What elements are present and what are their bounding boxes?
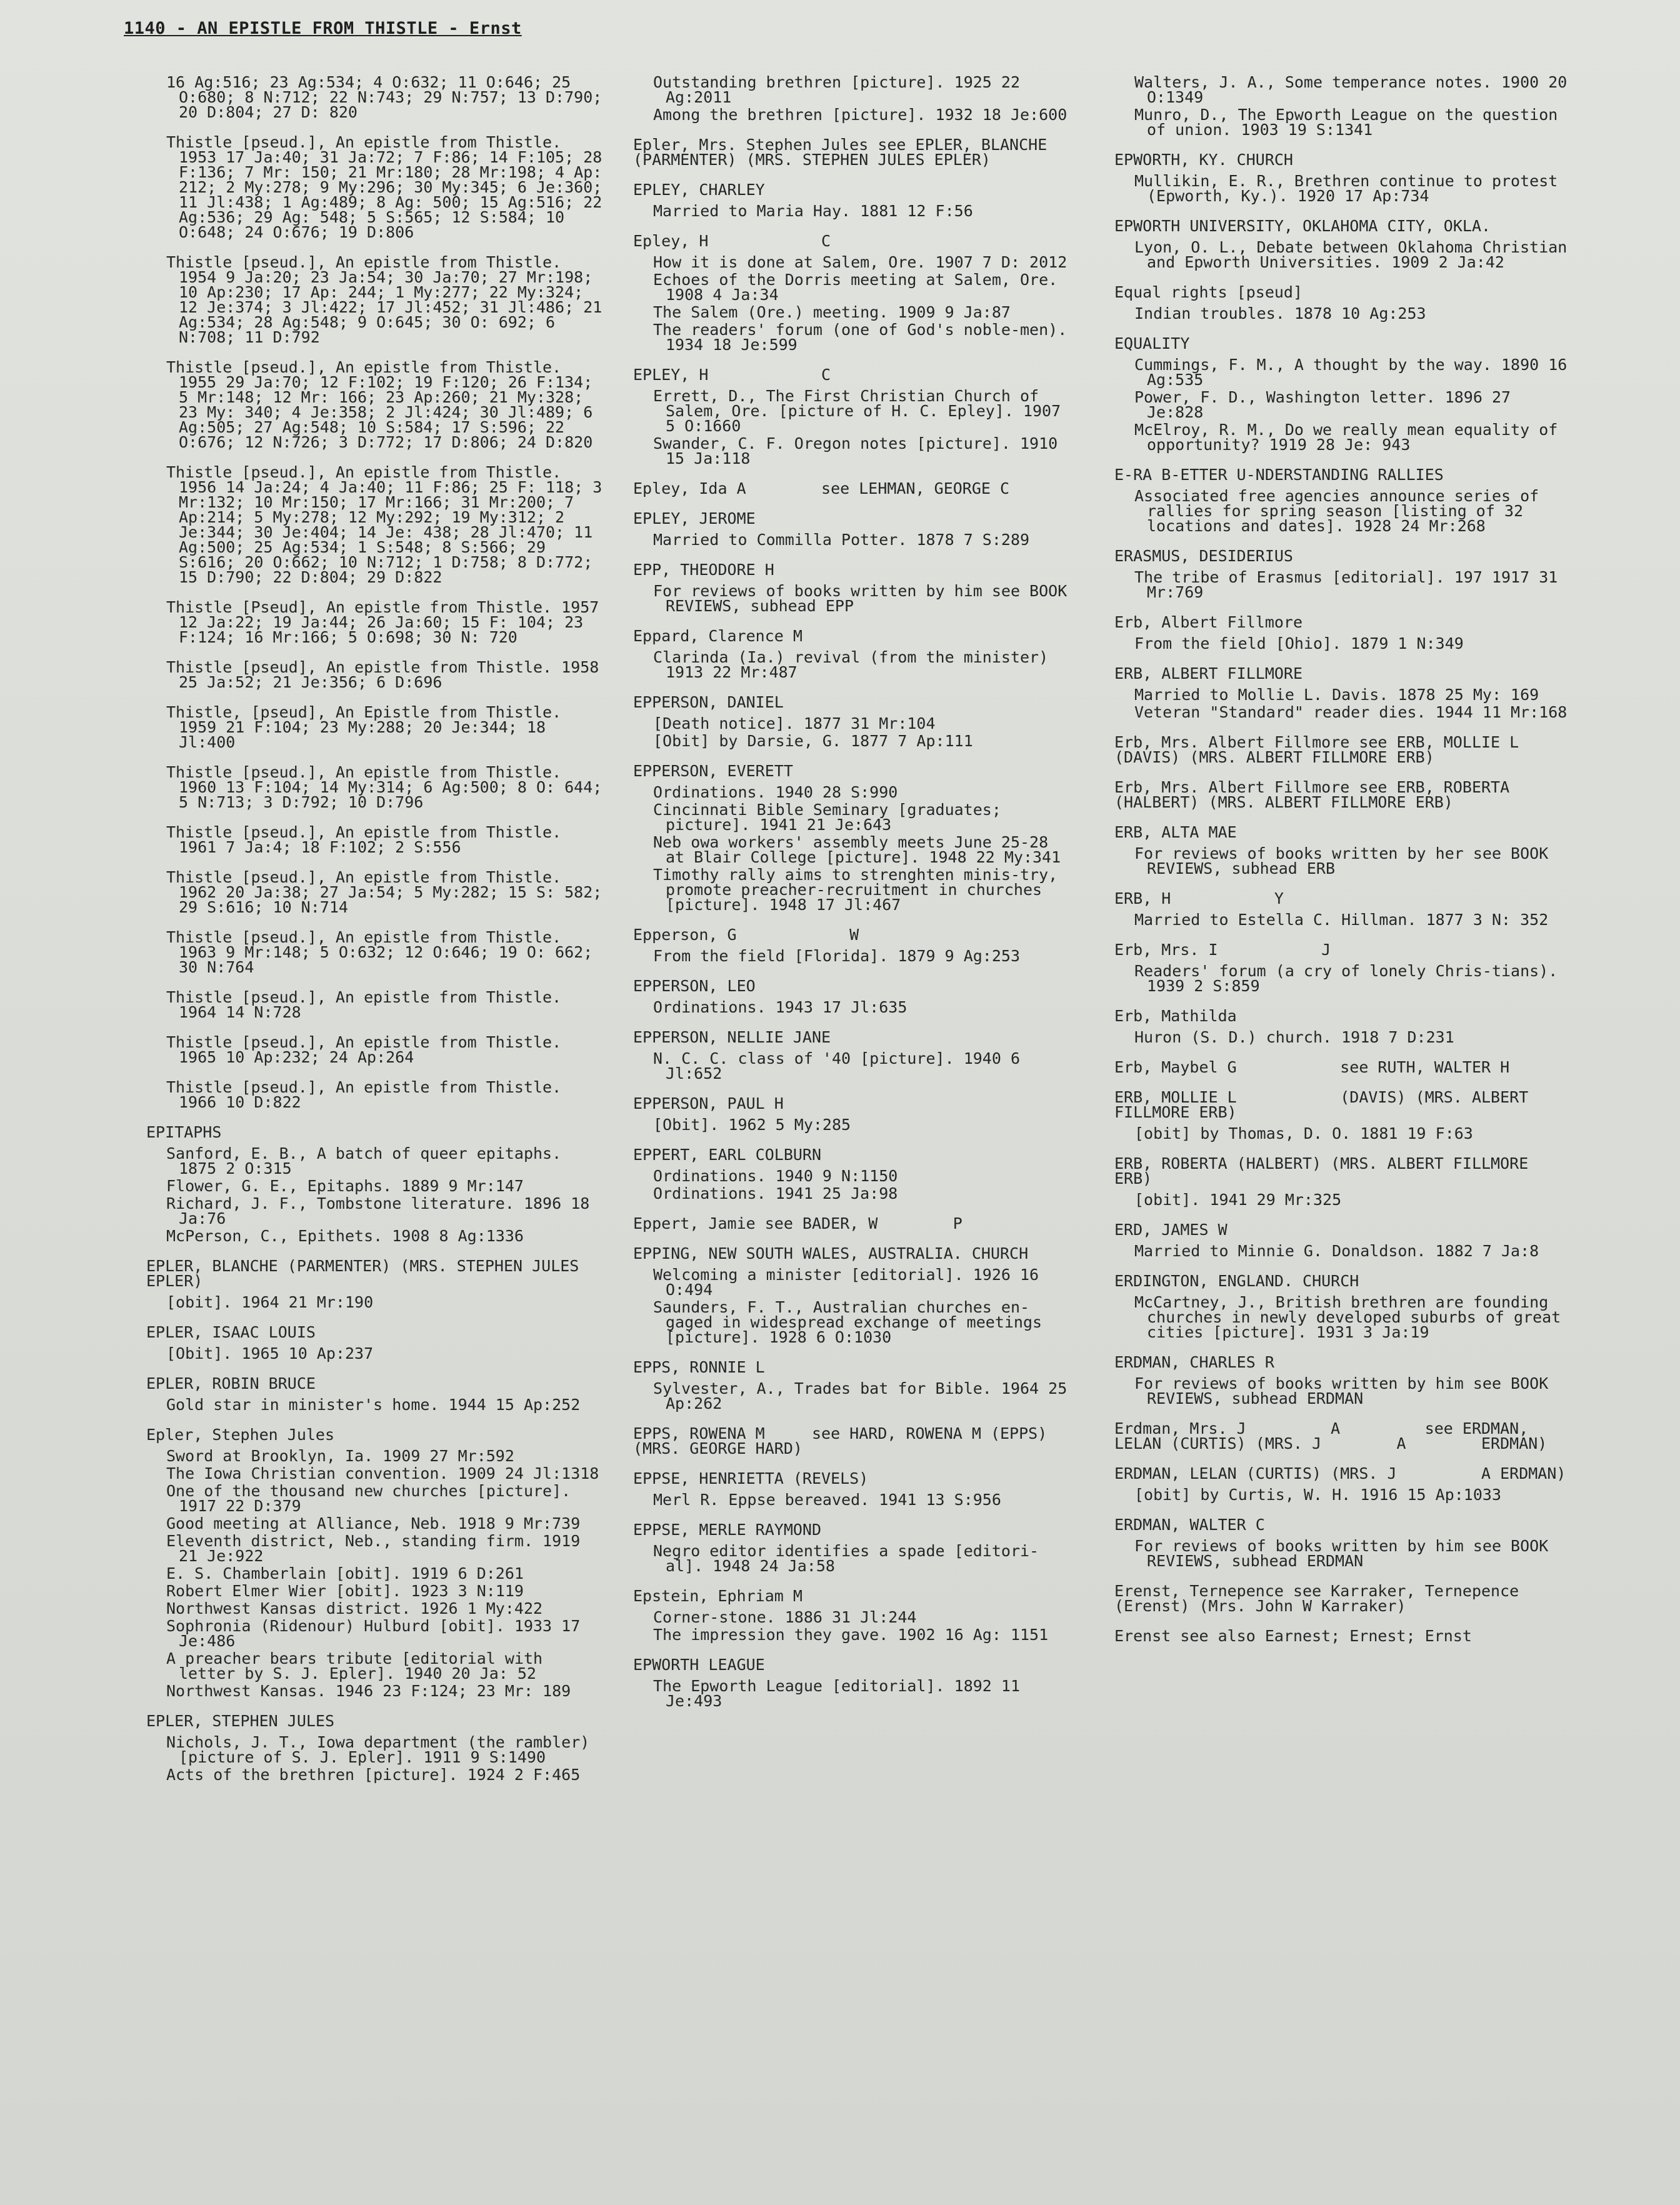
entry-heading: ERD, JAMES W <box>1114 1221 1228 1239</box>
index-entry <box>146 705 602 750</box>
entry-citation: Cummings, F. M., A thought by the way. 1890 16 Ag:535 <box>1134 356 1577 389</box>
index-entry <box>633 1589 1071 1642</box>
entry-heading: EPPERSON, PAUL H <box>633 1094 784 1112</box>
index-entry <box>633 232 1077 354</box>
entry-heading: EPPSE, MERLE RAYMOND <box>633 1521 822 1539</box>
index-entry <box>1114 1355 1571 1406</box>
entry-citation: The readers' forum (one of God's noble-men). 1934 18 Je:599 <box>653 321 1077 354</box>
index-entry <box>1114 733 1622 766</box>
entry-citation: [obit]. 1941 29 Mr:325 <box>1134 1191 1342 1209</box>
entry-citation: Thistle [pseud.], An epistle from Thistle. 1954 9 Ja:20; 23 Ja:54; 30 Ja:70; 27 Mr:198; 10 Ap:230; 17 Ap: 244; 1 My:277; 22 My:324; 12 Je:374; 3 Jl:422; 17 Jl:452; 31 Jl:486; 21 Ag:534; 28 Ag:548; 9 O:645; 30 O: 692; 6 N:708; 11 D:792 <box>166 253 612 346</box>
entry-heading: E-RA B-ETTER U-NDERSTANDING RALLIES <box>1114 466 1444 484</box>
entry-heading: Erenst, Ternepence see Karraker, Ternepence (Erenst) (Mrs. John W Karraker) <box>1114 1582 1529 1615</box>
entry-citation: Walters, J. A., Some temperance notes. 1900 20 O:1349 <box>1134 73 1577 106</box>
index-entry <box>146 868 612 916</box>
index-entry <box>146 1259 602 1310</box>
entry-citation: Good meeting at Alliance, Neb. 1918 9 Mr:739 <box>166 1514 581 1532</box>
index-entry <box>1114 1421 1571 1451</box>
index-entry <box>146 1428 602 1699</box>
entry-citation: Neb owa workers' assembly meets June 25-28 at Blair College [picture]. 1948 22 My:341 <box>653 833 1061 866</box>
entry-citation: Swander, C. F. Oregon notes [picture]. 1910 15 Ja:118 <box>653 434 1068 468</box>
index-entry <box>146 1125 602 1244</box>
entry-citation: Munro, D., The Epworth League on the question of union. 1903 19 S:1341 <box>1134 106 1568 139</box>
index-entry <box>146 658 609 691</box>
column-1 <box>146 73 612 1798</box>
index-entry <box>146 1714 602 1782</box>
entry-heading: ERB, ALTA MAE <box>1114 823 1237 841</box>
entry-heading: EPLER, STEPHEN JULES <box>146 1712 335 1730</box>
index-entry <box>1114 825 1571 876</box>
entry-citation: Sanford, E. B., A batch of queer epitaphs. 1875 2 O:315 <box>166 1144 571 1178</box>
index-entry <box>633 511 1071 548</box>
entry-citation: Thistle [pseud.], An epistle from Thistle. 1961 7 Ja:4; 18 F:102; 2 S:556 <box>166 823 571 856</box>
entry-heading: EPPS, ROWENA M see HARD, ROWENA M (EPPS) (MRS. GEORGE HARD) <box>633 1424 1057 1458</box>
index-entry <box>633 1148 1071 1201</box>
page-header: 1140 - AN EPISTLE FROM THISTLE - Ernst <box>124 19 522 38</box>
entry-citation: McCartney, J., British brethren are founding churches in newly developed suburbs of great cities [picture]. 1931 3 Ja:19 <box>1134 1293 1571 1341</box>
entry-citation: [obit] by Curtis, W. H. 1916 15 Ap:1033 <box>1134 1486 1501 1504</box>
entry-citation: [Obit]. 1962 5 My:285 <box>653 1116 851 1134</box>
index-entry <box>146 360 602 450</box>
index-entry <box>146 1035 602 1065</box>
index-entry <box>1114 1222 1571 1259</box>
entry-heading: EPLER, ISAAC LOUIS <box>146 1323 316 1341</box>
index-entry <box>1114 468 1571 534</box>
entry-citation: For reviews of books written by her see BOOK REVIEWS, subhead ERB <box>1134 844 1558 878</box>
index-entry <box>633 1522 1071 1574</box>
index-entry <box>1114 285 1571 321</box>
entry-citation: Married to Mollie L. Davis. 1878 25 My: 169 <box>1134 686 1539 704</box>
entry-heading: Erb, Mathilda <box>1114 1007 1237 1025</box>
entry-heading: Epley, Ida A see LEHMAN, GEORGE C <box>633 479 1010 498</box>
entry-heading: Epler, Mrs. Stephen Jules see EPLER, BLANCHE (PARMENTER) (MRS. STEPHEN JULES EPLER) <box>633 136 1057 169</box>
entry-heading: Epstein, Ephriam M <box>633 1587 802 1605</box>
entry-citation: Thistle [pseud.], An epistle from Thistle. 1962 20 Ja:38; 27 Ja:54; 5 My:282; 15 S: 582; 29 S:616; 10 N:714 <box>166 868 612 916</box>
entry-heading: Equal rights [pseud] <box>1114 283 1303 301</box>
entry-citation: Readers' forum (a cry of lonely Chris-tians). 1939 2 S:859 <box>1134 962 1568 995</box>
entry-citation: Lyon, O. L., Debate between Oklahoma Christian and Epworth Universities. 1909 2 Ja:42 <box>1134 238 1577 271</box>
index-entry <box>1114 1090 1571 1141</box>
entry-citation: Thistle [Pseud], An epistle from Thistle. 1957 12 Ja:22; 19 Ja:44; 26 Ja:60; 15 F: 104; 23 F:124; 16 Mr:166; 5 O:698; 30 N: 720 <box>166 598 609 646</box>
entry-citation: Married to Minnie G. Donaldson. 1882 7 Ja:8 <box>1134 1242 1539 1260</box>
index-entry <box>633 368 1071 466</box>
entry-citation: [Death notice]. 1877 31 Mr:104 <box>653 714 936 732</box>
entry-citation: Huron (S. D.) church. 1918 7 D:231 <box>1134 1028 1454 1046</box>
entry-heading: Epler, Stephen Jules <box>146 1426 335 1444</box>
entry-citation: Corner-stone. 1886 31 Jl:244 <box>653 1608 917 1626</box>
index-entry <box>1114 1629 1571 1644</box>
entry-citation: The impression they gave. 1902 16 Ag: 1151 <box>653 1626 1049 1644</box>
index-entry <box>1114 780 1571 810</box>
index-entry <box>633 138 1071 168</box>
entry-heading: EPPERSON, EVERETT <box>633 762 793 780</box>
entry-citation: Ordinations. 1940 9 N:1150 <box>653 1167 898 1185</box>
index-entry <box>146 763 612 811</box>
entry-heading: EPWORTH UNIVERSITY, OKLAHOMA CITY, OKLA. <box>1114 217 1491 235</box>
index-entry <box>1114 152 1571 204</box>
entry-citation: Saunders, F. T., Australian churches en-gaged in widespread exchange of meetings [picture]. 1928 6 O:1030 <box>653 1298 1052 1346</box>
entry-heading: ERB, ROBERTA (HALBERT) (MRS. ALBERT FILLMORE ERB) <box>1114 1154 1538 1188</box>
index-entry <box>1114 334 1577 454</box>
index-entry <box>633 928 1071 964</box>
entry-citation: Thistle [pseud.], An epistle from Thistle. 1965 10 Ap:232; 24 Ap:264 <box>166 1033 571 1066</box>
entry-citation: 16 Ag:516; 23 Ag:534; 4 O:632; 11 O:646; 25 O:680; 8 N:712; 22 N:743; 29 N:757; 13 D:790; 20 D:804; 27 D: 820 <box>166 73 612 121</box>
entry-citation: Thistle [pseud.], An epistle from Thistle. 1960 13 F:104; 14 My:314; 6 Ag:500; 8 O: 644; 5 N:713; 3 D:792; 10 D:796 <box>166 763 612 811</box>
entry-citation: Echoes of the Dorris meeting at Salem, Ore. 1908 4 Ja:34 <box>653 271 1068 304</box>
entry-citation: Ordinations. 1941 25 Ja:98 <box>653 1184 898 1202</box>
entry-heading: EPPSE, HENRIETTA (REVELS) <box>633 1469 869 1488</box>
entry-citation: Outstanding brethren [picture]. 1925 22 Ag:2011 <box>653 73 1030 106</box>
entry-heading: ERDMAN, CHARLES R <box>1114 1353 1274 1371</box>
entry-citation: One of the thousand new churches [picture]. 1917 22 D:379 <box>166 1482 581 1515</box>
entry-citation: Indian troubles. 1878 10 Ag:253 <box>1134 304 1426 322</box>
index-entry <box>1114 1466 1571 1502</box>
entry-heading: Erdman, Mrs. J A see ERDMAN, LELAN (CURTIS) (MRS. J A ERDMAN) <box>1114 1419 1548 1452</box>
index-entry <box>1114 1584 1571 1614</box>
entry-citation: How it is done at Salem, Ore. 1907 7 D: 2012 <box>653 253 1068 271</box>
entry-citation: Robert Elmer Wier [obit]. 1923 3 N:119 <box>166 1582 524 1600</box>
index-entry <box>1114 615 1571 651</box>
entry-citation: Thistle [pseud.], An epistle from Thistle. 1955 29 Ja:70; 12 F:102; 19 F:120; 26 F:134; 5 Mr:148; 12 Mr: 166; 23 Ap:260; 21 My:328; 23 My: 340; 4 Je:358; 2 Jl:424; 30 Jl:489; 6 Ag:505; 27 Ag:548; 10 S:584; 17 S:596; 22 O:676; 12 N:726; 3 D:772; 17 D:806; 24 D:820 <box>166 358 602 451</box>
entry-citation: Cincinnati Bible Seminary [graduates; picture]. 1941 21 Je:643 <box>653 801 1011 834</box>
index-entry <box>1114 891 1571 928</box>
index-entry <box>633 481 1071 496</box>
entry-citation: Thistle [pseud.], An epistle from Thistle. 1953 17 Ja:40; 31 Ja:72; 7 F:86; 14 F:105; 28 F:136; 7 Mr: 150; 21 Mr:180; 28 Mr:198; 4 Ap: 212; 2 My:278; 9 My:296; 30 My:345; 6 Je:360; 11 Jl:438; 1 Ag:489; 8 Ag: 500; 15 Ag:516; 22 Ag:536; 29 Ag: 548; 5 S:565; 12 S:584; 10 O:648; 24 O:676; 19 D:806 <box>166 133 612 241</box>
entry-heading: EPWORTH LEAGUE <box>633 1656 765 1674</box>
entry-heading: Erb, Maybel G see RUTH, WALTER H <box>1114 1058 1510 1076</box>
entry-heading: EPLER, BLANCHE (PARMENTER) (MRS. STEPHEN JULES EPLER) <box>146 1257 589 1290</box>
entry-citation: Gold star in minister's home. 1944 15 Ap:252 <box>166 1396 581 1414</box>
entry-heading: EPPS, RONNIE L <box>633 1358 765 1376</box>
entry-citation: Ordinations. 1943 17 Jl:635 <box>653 998 908 1016</box>
index-entry <box>146 73 612 121</box>
entry-citation: McPerson, C., Epithets. 1908 8 Ag:1336 <box>166 1227 524 1245</box>
entry-heading: EPITAPHS <box>146 1123 222 1141</box>
index-entry <box>1114 1060 1571 1075</box>
column-3 <box>1114 73 1622 1659</box>
entry-heading: Erb, Mrs. I J <box>1114 941 1331 959</box>
entry-citation: Power, F. D., Washington letter. 1896 27 Je:828 <box>1134 388 1521 421</box>
entry-heading: ERDMAN, LELAN (CURTIS) (MRS. J A ERDMAN) <box>1114 1464 1566 1482</box>
entry-citation: Thistle [pseud], An epistle from Thistle. 1958 25 Ja:52; 21 Je:356; 6 D:696 <box>166 658 609 691</box>
entry-heading: EPLEY, CHARLEY <box>633 181 765 199</box>
entry-citation: Eleventh district, Neb., standing firm. 1919 21 Je:922 <box>166 1532 590 1565</box>
index-entry <box>1114 549 1571 600</box>
index-entry <box>1114 666 1571 720</box>
entry-heading: Eppert, Jamie see BADER, W P <box>633 1214 962 1232</box>
entry-citation: Acts of the brethren [picture]. 1924 2 F:465 <box>166 1766 581 1784</box>
entry-heading: EPPERSON, NELLIE JANE <box>633 1028 831 1046</box>
entry-citation: Associated free agencies announce series of rallies for spring season [listing of 32 locations and dates]. 1928 24 Mr:268 <box>1134 487 1549 535</box>
entry-heading: EPLEY, H C <box>633 366 831 384</box>
entry-citation: Mullikin, E. R., Brethren continue to protest (Epworth, Ky.). 1920 17 Ap:734 <box>1134 172 1568 205</box>
entry-heading: ERDMAN, WALTER C <box>1114 1516 1265 1534</box>
entry-heading: EPPERSON, LEO <box>633 977 756 995</box>
entry-citation: [obit]. 1964 21 Mr:190 <box>166 1293 374 1311</box>
index-entry <box>633 1096 1071 1132</box>
entry-citation: Sylvester, A., Trades bat for Bible. 1964 25 Ap:262 <box>653 1379 1077 1412</box>
entry-heading: ERB, ALBERT FILLMORE <box>1114 664 1303 682</box>
entry-heading: Erenst see also Earnest; Ernest; Ernst <box>1114 1627 1472 1645</box>
index-entry <box>146 825 602 855</box>
index-entry <box>146 1325 602 1361</box>
index-entry <box>1114 942 1571 994</box>
entry-heading: EPLER, ROBIN BRUCE <box>146 1374 316 1392</box>
entry-citation: Merl R. Eppse bereaved. 1941 13 S:956 <box>653 1491 1001 1509</box>
entry-citation: Northwest Kansas district. 1926 1 My:422 <box>166 1599 543 1618</box>
entry-citation: Married to Maria Hay. 1881 12 F:56 <box>653 202 973 220</box>
entry-citation: Richard, J. F., Tombstone literature. 1896 18 Ja:76 <box>166 1194 599 1228</box>
index-entry <box>146 1376 602 1412</box>
entry-citation: From the field [Florida]. 1879 9 Ag:253 <box>653 947 1020 965</box>
index-entry <box>633 1358 1077 1412</box>
entry-citation: Thistle [pseud.], An epistle from Thistle. 1956 14 Ja:24; 4 Ja:40; 11 F:86; 25 F: 118; 3 Mr:132; 10 Mr:150; 17 Mr:166; 31 Mr:200; 7 Ap:214; 5 My:278; 12 My:292; 19 My:312; 2 Je:344; 30 Je:404; 14 Je: 438; 28 Jl:470; 11 Ag:500; 25 Ag:534; 1 S:548; 8 S:566; 29 S:616; 20 O:662; 10 N:712; 1 D:758; 8 D:772; 15 D:790; 22 D:804; 29 D:822 <box>166 463 612 586</box>
entry-citation: Errett, D., The First Christian Church of Salem, Ore. [picture of H. C. Epley]. 1907 5 O:1660 <box>653 387 1071 435</box>
index-entry <box>633 764 1071 912</box>
entry-heading: ERDINGTON, ENGLAND. CHURCH <box>1114 1272 1359 1290</box>
entry-citation: Welcoming a minister [editorial]. 1926 16 O:494 <box>653 1266 1049 1299</box>
index-entry <box>633 1471 1071 1508</box>
entry-heading: EQUALITY <box>1114 334 1190 352</box>
index-entry <box>1114 1156 1571 1208</box>
entry-heading: ERB, H Y <box>1114 889 1284 908</box>
index-entry <box>1114 1518 1571 1569</box>
entry-heading: ERB, MOLLIE L (DAVIS) (MRS. ALBERT FILLMORE ERB) <box>1114 1088 1538 1121</box>
entry-heading: Erb, Mrs. Albert Fillmore see ERB, ROBERTA (HALBERT) (MRS. ALBERT FILLMORE ERB) <box>1114 778 1519 811</box>
index-entry <box>633 1246 1071 1345</box>
entry-citation: Clarinda (Ia.) revival (from the minister) 1913 22 Mr:487 <box>653 648 1058 681</box>
index-entry <box>633 695 1071 749</box>
index-entry <box>1114 73 1577 139</box>
entry-citation: Among the brethren [picture]. 1932 18 Je:600 <box>653 106 1068 124</box>
entry-citation: Northwest Kansas. 1946 23 F:124; 23 Mr: 189 <box>166 1682 571 1700</box>
index-entry <box>633 1658 1071 1709</box>
entry-citation: Flower, G. E., Epitaphs. 1889 9 Mr:147 <box>166 1177 524 1195</box>
index-entry <box>633 979 1071 1015</box>
entry-citation: Thistle [pseud.], An epistle from Thistle. 1963 9 Mr:148; 5 O:632; 12 O:646; 19 O: 662; 30 N:764 <box>166 928 602 976</box>
column-2 <box>633 73 1077 1724</box>
entry-citation: Timothy rally aims to strenghten minis-try, promote preacher-recruitment in churches [picture]. 1948 17 Jl:467 <box>653 866 1068 914</box>
entry-heading: Erb, Mrs. Albert Fillmore see ERB, MOLLIE L (DAVIS) (MRS. ALBERT FILLMORE ERB) <box>1114 733 1622 766</box>
entry-citation: The Epworth League [editorial]. 1892 11 Je:493 <box>653 1677 1030 1710</box>
index-entry <box>1114 1274 1571 1340</box>
entry-citation: The Iowa Christian convention. 1909 24 Jl:1318 <box>166 1464 599 1482</box>
entry-citation: [Obit]. 1965 10 Ap:237 <box>166 1344 374 1362</box>
entry-citation: For reviews of books written by him see BOOK REVIEWS, subhead ERDMAN <box>1134 1374 1558 1408</box>
entry-heading: EPPING, NEW SOUTH WALES, AUSTRALIA. CHURCH <box>633 1244 1029 1262</box>
index-entry <box>633 1216 1071 1231</box>
index-entry <box>633 1426 1071 1456</box>
entry-citation: The Salem (Ore.) meeting. 1909 9 Ja:87 <box>653 303 1011 321</box>
entry-citation: Ordinations. 1940 28 S:990 <box>653 783 898 801</box>
entry-citation: [obit] by Thomas, D. O. 1881 19 F:63 <box>1134 1124 1473 1142</box>
index-entry <box>146 253 612 346</box>
index-entry <box>1114 1009 1571 1045</box>
entry-citation: Veteran "Standard" reader dies. 1944 11 Mr:168 <box>1134 703 1568 721</box>
entry-heading: EPPERSON, DANIEL <box>633 693 784 711</box>
entry-heading: EPP, THEODORE H <box>633 561 774 579</box>
entry-citation: [Obit] by Darsie, G. 1877 7 Ap:111 <box>653 732 973 750</box>
index-entry <box>146 463 612 586</box>
entry-citation: From the field [Ohio]. 1879 1 N:349 <box>1134 634 1464 652</box>
index-entry <box>1114 217 1577 271</box>
index-entry <box>146 990 602 1020</box>
entry-citation: McElroy, R. M., Do we really mean equality of opportunity? 1919 28 Je: 943 <box>1134 421 1568 454</box>
entry-citation: For reviews of books written by him see BOOK REVIEWS, subhead ERDMAN <box>1134 1537 1558 1570</box>
index-entry <box>633 182 1071 219</box>
entry-citation: Thistle, [pseud], An Epistle from Thistle. 1959 21 F:104; 23 My:288; 20 Je:344; 18 Jl:400 <box>166 703 571 751</box>
index-entry <box>633 1030 1071 1081</box>
entry-citation: For reviews of books written by him see BOOK REVIEWS, subhead EPP <box>653 582 1077 615</box>
index-entry <box>146 1080 602 1110</box>
entry-heading: Epley, H C <box>633 232 831 250</box>
entry-heading: ERASMUS, DESIDERIUS <box>1114 547 1293 565</box>
entry-heading: Eppard, Clarence M <box>633 627 802 645</box>
entry-heading: Epperson, G W <box>633 926 859 944</box>
index-entry <box>146 930 602 975</box>
entry-heading: Erb, Albert Fillmore <box>1114 613 1303 631</box>
entry-citation: Married to Estella C. Hillman. 1877 3 N: 352 <box>1134 911 1549 929</box>
entry-citation: Nichols, J. T., Iowa department (the rambler) [picture of S. J. Epler]. 1911 9 S:1490 <box>166 1733 599 1766</box>
entry-heading: EPLEY, JEROME <box>633 509 756 528</box>
entry-citation: Thistle [pseud.], An epistle from Thistle. 1966 10 D:822 <box>166 1078 571 1111</box>
entry-heading: EPWORTH, KY. CHURCH <box>1114 151 1293 169</box>
index-entry <box>146 598 609 646</box>
entry-citation: The tribe of Erasmus [editorial]. 197 1917 31 Mr:769 <box>1134 568 1568 601</box>
entry-citation: E. S. Chamberlain [obit]. 1919 6 D:261 <box>166 1564 524 1582</box>
entry-citation: Negro editor identifies a spade [editori-al]. 1948 24 Ja:58 <box>653 1542 1039 1575</box>
entry-citation: A preacher bears tribute [editorial with letter by S. J. Epler]. 1940 20 Ja: 52 <box>166 1649 552 1682</box>
entry-citation: Sophronia (Ridenour) Hulburd [obit]. 1933 17 Je:486 <box>166 1617 590 1650</box>
index-entry <box>633 75 1071 122</box>
index-entry <box>633 561 1077 615</box>
entry-heading: EPPERT, EARL COLBURN <box>633 1146 822 1164</box>
index-entry <box>146 133 612 241</box>
entry-citation: N. C. C. class of '40 [picture]. 1940 6 Jl:652 <box>653 1049 1030 1082</box>
entry-citation: Thistle [pseud.], An epistle from Thistle. 1964 14 N:728 <box>166 988 571 1021</box>
entry-citation: Married to Commilla Potter. 1878 7 S:289 <box>653 531 1030 549</box>
index-entry <box>633 629 1071 680</box>
entry-citation: Sword at Brooklyn, Ia. 1909 27 Mr:592 <box>166 1447 514 1465</box>
